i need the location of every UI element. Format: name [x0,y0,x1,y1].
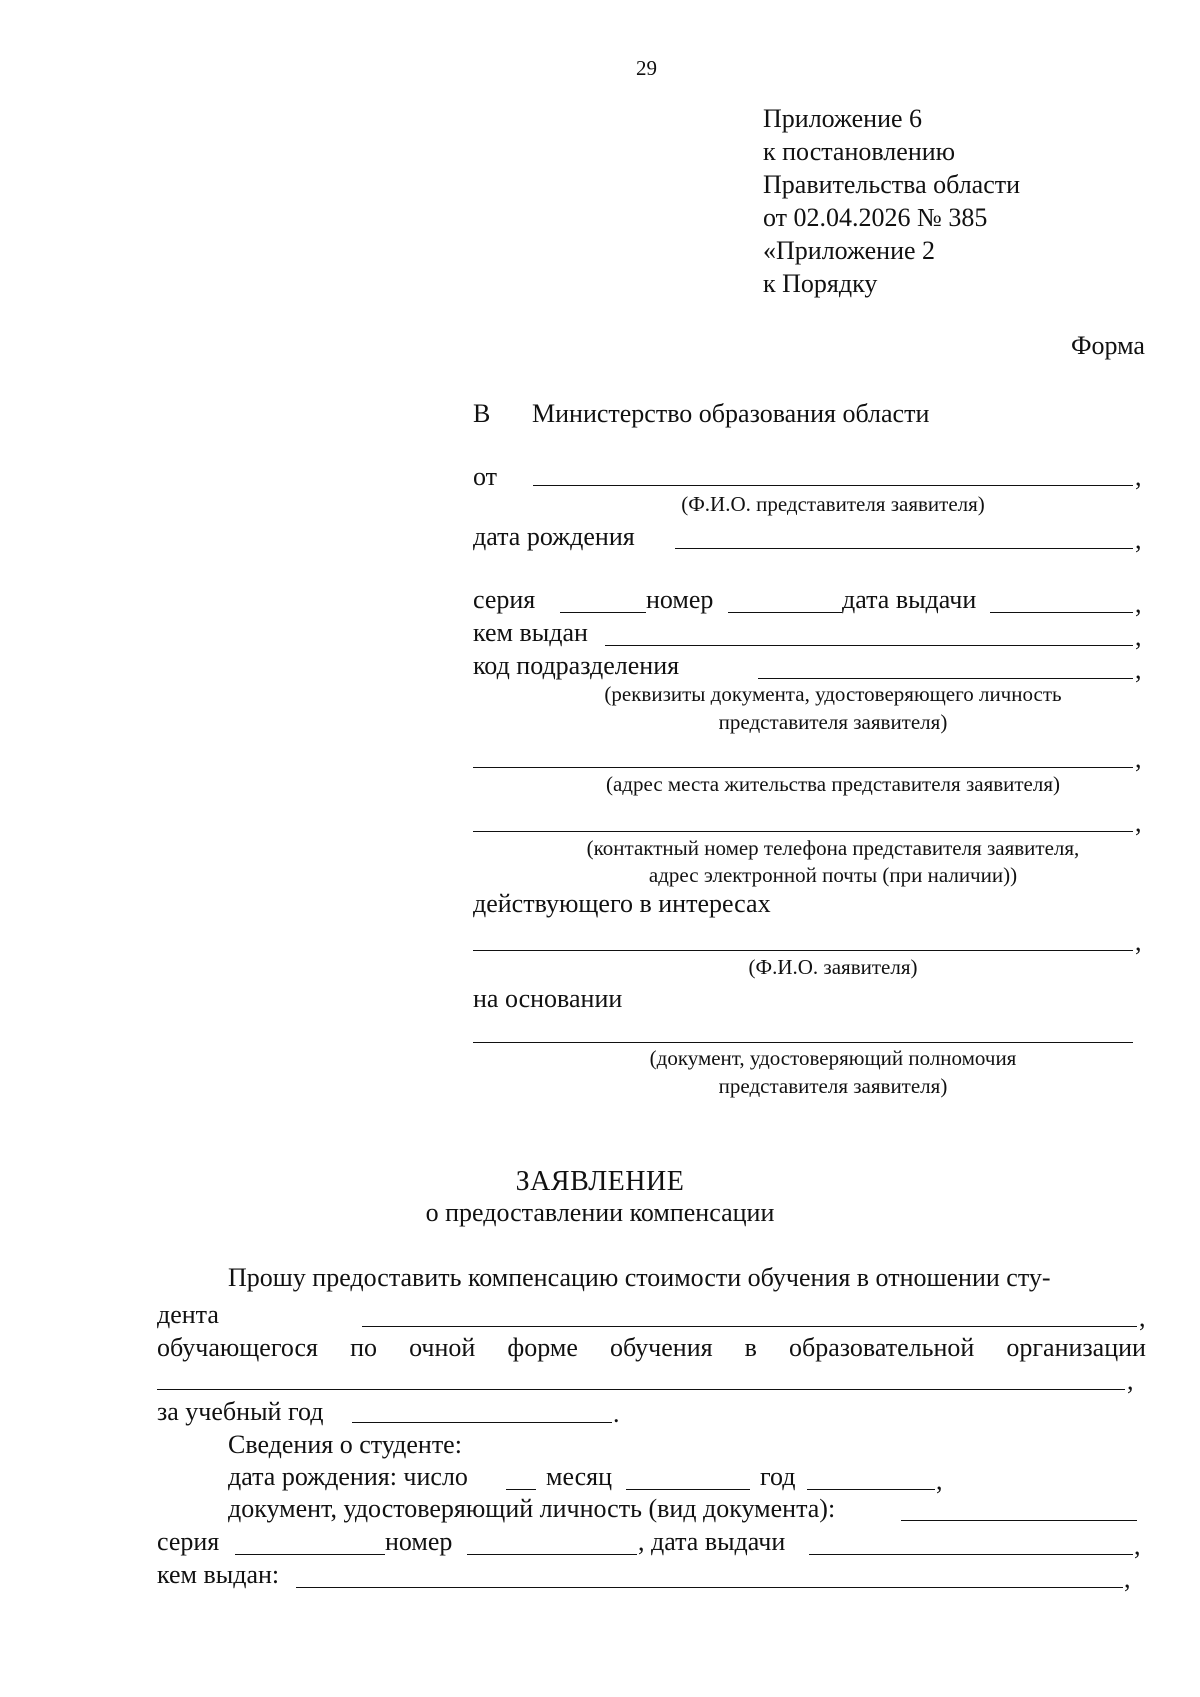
comma: , [936,1466,943,1495]
word: в [744,1333,757,1362]
address-caption: (адрес места жительства представителя заявителя) [605,772,1061,796]
student-info-label: Сведения о студенте: [228,1430,462,1459]
organization-line[interactable] [157,1389,1125,1390]
contact-line[interactable] [473,831,1133,832]
student-issued-by-label: кем выдан: [157,1560,280,1589]
birth-month-label: месяц [546,1462,613,1491]
comma: , [1135,808,1142,837]
birth-year-line[interactable] [807,1489,935,1490]
academic-year-label: за учебный год [157,1397,324,1426]
birth-date-line[interactable] [675,548,1133,549]
birth-day-line[interactable] [506,1489,536,1490]
division-code-label: код подразделения [473,651,680,680]
period: . [613,1399,620,1428]
student-birth-day-label: дата рождения: число [228,1462,468,1491]
student-word: дента [157,1300,219,1329]
comma: , [1135,927,1142,956]
issue-date-label: дата выдачи [842,585,977,614]
word: организации [1006,1333,1146,1362]
issue-date-line[interactable] [990,612,1133,613]
comma: , [1135,589,1142,618]
comma: , [1135,744,1142,773]
issued-by-label: кем выдан [473,618,588,647]
student-name-line[interactable] [362,1326,1137,1327]
id-doc-caption: (реквизиты документа, удостоверяющего личность [604,682,1062,706]
request-text: Прошу предоставить компенсацию стоимости обучения в отношении сту- [228,1263,1051,1292]
birth-date-label: дата рождения [473,522,635,551]
ministry-name: Министерство образования области [532,399,930,428]
word: образовательной [789,1333,975,1362]
basis-label: на основании [473,984,623,1013]
division-code-line[interactable] [758,678,1133,679]
student-number-label: номер [385,1527,453,1556]
application-title: ЗАЯВЛЕНИЕ [515,1166,685,1197]
applicant-name-line[interactable] [473,950,1133,951]
word: обучения [609,1333,713,1362]
basis-document-line[interactable] [473,1042,1133,1043]
student-issued-by-line[interactable] [296,1587,1123,1588]
from-label: от [473,462,498,491]
series-label: серия [473,585,536,614]
birth-year-label: год [760,1462,796,1491]
comma: , [1135,462,1142,491]
comma: , [1124,1564,1131,1593]
basis-document-caption: представителя заявителя) [718,1074,948,1098]
contact-caption: (контактный номер телефона представителя заявителя, [586,836,1080,860]
address-line[interactable] [473,767,1133,768]
to-prefix: В [473,399,491,428]
header-line: к постановлению [763,137,956,166]
word: форме [507,1333,578,1362]
header-line: Правительства области [763,170,1021,199]
comma: , [1139,1303,1146,1332]
form-label: Форма [1071,331,1145,360]
acting-label: действующего в интересах [473,889,771,918]
series-line[interactable] [560,612,646,613]
contact-caption: адрес электронной почты (при наличии)) [648,863,1018,887]
applicant-name-caption: (Ф.И.О. заявителя) [748,955,918,979]
header-line: Приложение 6 [763,104,923,133]
student-issue-date-label: , дата выдачи [638,1527,786,1556]
id-doc-caption: представителя заявителя) [718,710,948,734]
representative-name-caption: (Ф.И.О. представителя заявителя) [681,492,985,516]
number-label: номер [646,585,714,614]
header-line: от 02.04.2026 № 385 [763,203,988,232]
comma: , [1135,655,1142,684]
student-series-label: серия [157,1527,220,1556]
comma: , [1135,622,1142,651]
header-line: «Приложение 2 [763,236,936,265]
comma: , [1135,525,1142,554]
comma: , [1134,1531,1141,1560]
representative-name-line[interactable] [533,485,1133,486]
academic-year-line[interactable] [352,1422,612,1423]
student-id-doc-label: документ, удостоверяющий личность (вид документа): [228,1494,836,1523]
birth-month-line[interactable] [626,1489,750,1490]
word: по [350,1333,378,1362]
student-series-line[interactable] [235,1554,385,1555]
header-line: к Порядку [763,269,878,298]
student-issue-date-line[interactable] [809,1554,1133,1555]
application-subtitle: о предоставлении компенсации [425,1198,775,1227]
number-line[interactable] [728,612,842,613]
issued-by-line[interactable] [605,645,1133,646]
page-number: 29 [636,56,657,80]
basis-document-caption: (документ, удостоверяющий полномочия [649,1046,1017,1070]
word: обучающегося [157,1333,319,1362]
word: очной [409,1333,476,1362]
studying-text [157,1333,1146,1363]
id-doc-type-line[interactable] [901,1520,1137,1521]
student-number-line[interactable] [467,1554,637,1555]
comma: , [1127,1366,1134,1395]
